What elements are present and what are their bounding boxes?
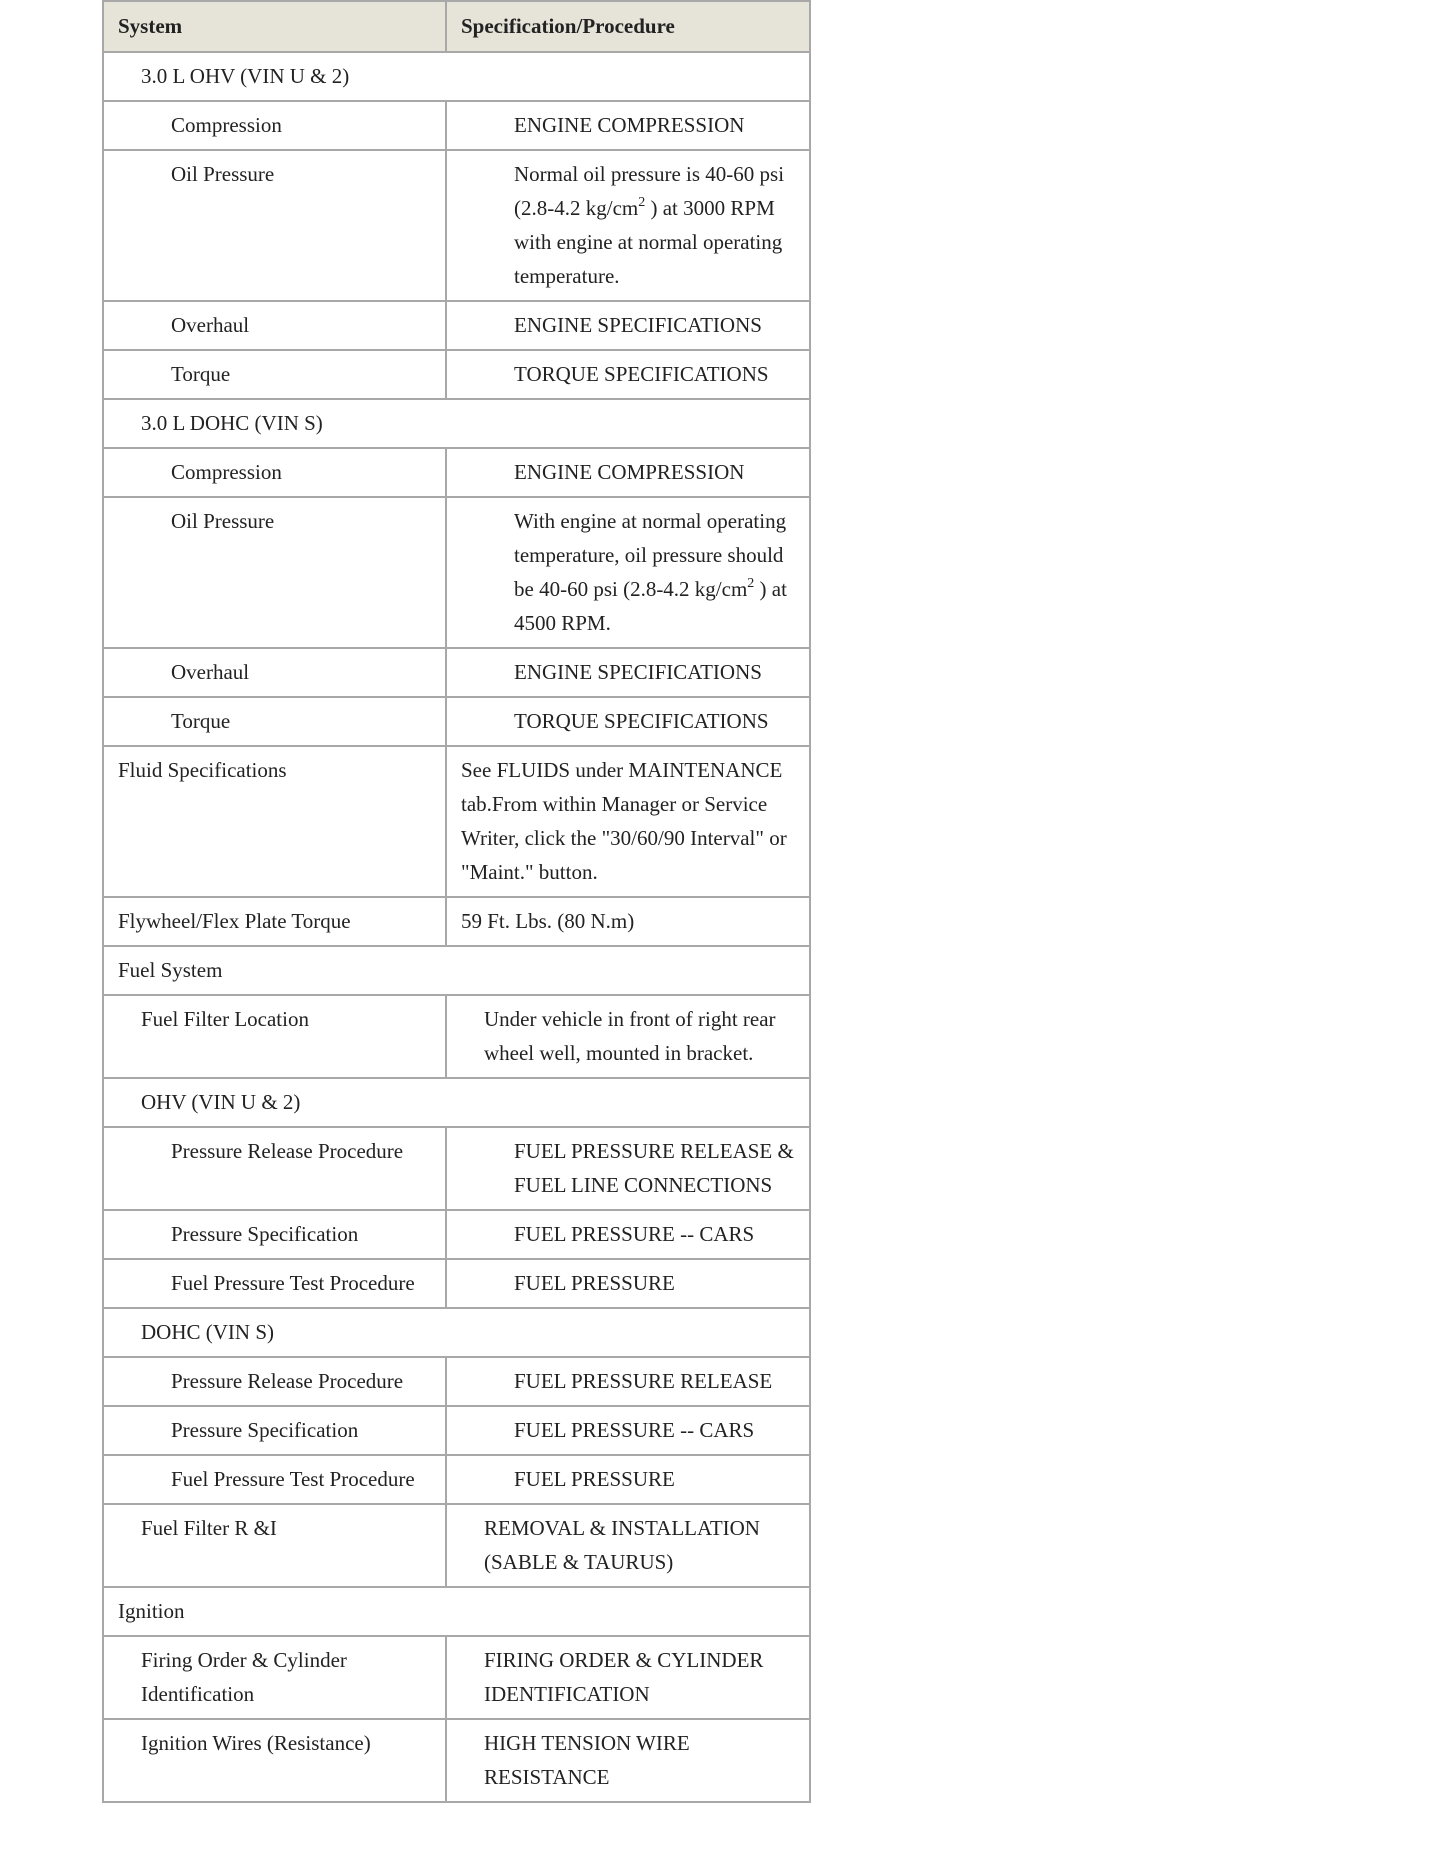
row-value-link[interactable]: FUEL PRESSURE <box>446 1455 810 1504</box>
row-label: Compression <box>103 448 446 497</box>
table-row <box>103 1719 810 1802</box>
row-value-link[interactable]: FUEL PRESSURE <box>446 1259 810 1308</box>
superscript: 2 <box>638 195 646 210</box>
oil-pressure-text: Normal oil pressure is 40-60 psi (2.8-4.2 kg/cm <box>514 162 785 220</box>
row-value-link[interactable]: ENGINE SPECIFICATIONS <box>446 648 810 697</box>
row-label: Compression <box>103 101 446 150</box>
row-value-link[interactable]: HIGH TENSION WIRE RESISTANCE <box>446 1719 810 1802</box>
row-label: Torque <box>103 697 446 746</box>
row-value-link[interactable]: FIRING ORDER & CYLINDER IDENTIFICATION <box>446 1636 810 1719</box>
row-label: Ignition Wires (Resistance) <box>103 1719 446 1802</box>
oil-pressure-text: With engine at normal operating temperature, oil pressure should be 40-60 psi (2.8-4.2 kg/cm <box>514 509 787 601</box>
table-row <box>103 150 810 301</box>
table-row <box>103 1127 810 1210</box>
section-heading-fuel-ohv: OHV (VIN U & 2) <box>103 1078 810 1127</box>
row-label: Fuel Pressure Test Procedure <box>103 1455 446 1504</box>
table-row <box>103 52 810 101</box>
table-row <box>103 746 810 897</box>
row-value: 59 Ft. Lbs. (80 N.m) <box>446 897 810 946</box>
row-value-link[interactable]: TORQUE SPECIFICATIONS <box>446 350 810 399</box>
row-label: Fuel Filter Location <box>103 995 446 1078</box>
row-value <box>446 150 810 301</box>
row-value-link[interactable]: FUEL PRESSURE -- CARS <box>446 1406 810 1455</box>
table-row <box>103 697 810 746</box>
row-label: Firing Order & Cylinder Identification <box>103 1636 446 1719</box>
table-row <box>103 1259 810 1308</box>
section-heading-dohc-engine: 3.0 L DOHC (VIN S) <box>103 399 810 448</box>
column-header-spec: Specification/Procedure <box>446 1 810 52</box>
row-label: Flywheel/Flex Plate Torque <box>103 897 446 946</box>
row-label: Pressure Specification <box>103 1406 446 1455</box>
table-row <box>103 1406 810 1455</box>
row-label: Pressure Release Procedure <box>103 1357 446 1406</box>
table-row <box>103 897 810 946</box>
row-value-link[interactable]: ENGINE COMPRESSION <box>446 101 810 150</box>
table-row <box>103 946 810 995</box>
table-row <box>103 648 810 697</box>
table-row <box>103 497 810 648</box>
section-heading-fuel-dohc: DOHC (VIN S) <box>103 1308 810 1357</box>
row-value-link[interactable]: FUEL PRESSURE -- CARS <box>446 1210 810 1259</box>
oil-pressure-text-cont: ) at 3000 RPM with engine at normal operating temperature. <box>514 196 783 288</box>
row-label: Pressure Release Procedure <box>103 1127 446 1210</box>
table-row <box>103 350 810 399</box>
column-header-system: System <box>103 1 446 52</box>
row-label: Oil Pressure <box>103 497 446 648</box>
table-row <box>103 399 810 448</box>
specification-table <box>102 0 811 1803</box>
table-row <box>103 1587 810 1636</box>
table-row <box>103 1078 810 1127</box>
row-label: Overhaul <box>103 301 446 350</box>
table-row <box>103 1210 810 1259</box>
row-value-link[interactable]: REMOVAL & INSTALLATION (SABLE & TAURUS) <box>446 1504 810 1587</box>
table-row <box>103 1357 810 1406</box>
table-row <box>103 301 810 350</box>
row-value-link[interactable]: FUEL PRESSURE RELEASE <box>446 1357 810 1406</box>
section-heading-ohv-engine: 3.0 L OHV (VIN U & 2) <box>103 52 810 101</box>
row-label: Torque <box>103 350 446 399</box>
row-value: See FLUIDS under MAINTENANCE tab.From within Manager or Service Writer, click the "30/60/90 Interval" or "Maint." button. <box>446 746 810 897</box>
table-row <box>103 1636 810 1719</box>
table-row <box>103 1455 810 1504</box>
row-value: Under vehicle in front of right rear wheel well, mounted in bracket. <box>446 995 810 1078</box>
row-label: Oil Pressure <box>103 150 446 301</box>
table-row <box>103 995 810 1078</box>
row-label: Fuel Filter R &I <box>103 1504 446 1587</box>
row-label: Overhaul <box>103 648 446 697</box>
row-value-link[interactable]: ENGINE COMPRESSION <box>446 448 810 497</box>
row-value-link[interactable]: TORQUE SPECIFICATIONS <box>446 697 810 746</box>
section-heading-fuel-system: Fuel System <box>103 946 810 995</box>
table-header-row <box>103 1 810 52</box>
row-label: Pressure Specification <box>103 1210 446 1259</box>
oil-pressure-text-cont: ) at 4500 RPM. <box>514 577 787 635</box>
row-label: Fuel Pressure Test Procedure <box>103 1259 446 1308</box>
row-value <box>446 497 810 648</box>
row-value-link[interactable]: FUEL PRESSURE RELEASE & FUEL LINE CONNECTIONS <box>446 1127 810 1210</box>
section-heading-ignition: Ignition <box>103 1587 810 1636</box>
superscript: 2 <box>747 576 755 591</box>
row-label: Fluid Specifications <box>103 746 446 897</box>
table-row <box>103 101 810 150</box>
table-row <box>103 1308 810 1357</box>
row-value-link[interactable]: ENGINE SPECIFICATIONS <box>446 301 810 350</box>
table-row <box>103 1504 810 1587</box>
table-row <box>103 448 810 497</box>
